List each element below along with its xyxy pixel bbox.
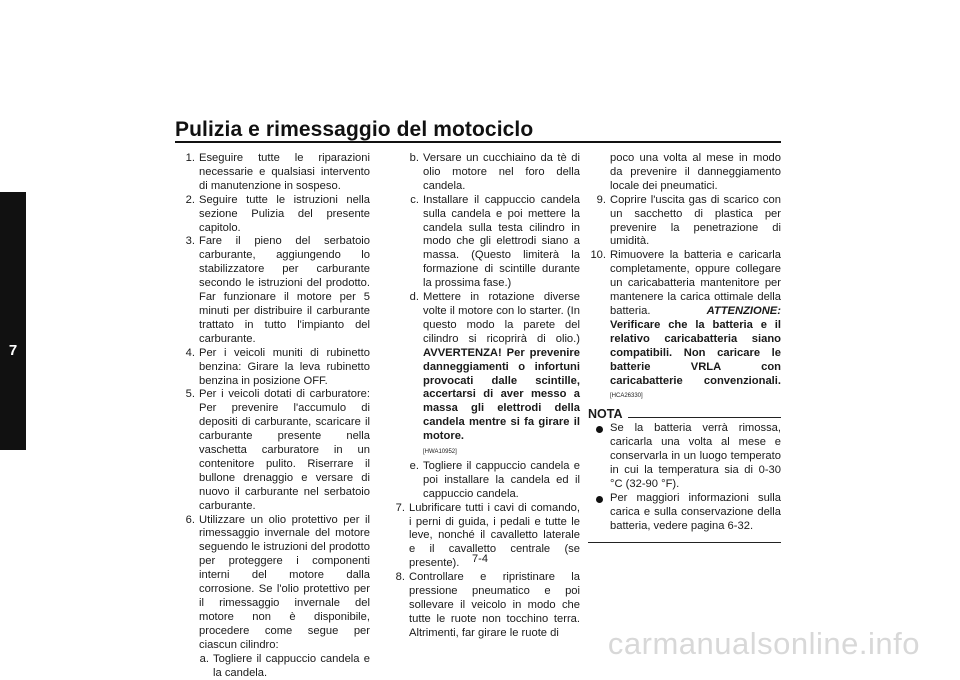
page-title: Pulizia e rimessaggio del motociclo	[175, 118, 534, 141]
list-item	[177, 347, 370, 389]
watermark: carmanualsonline.info	[607, 626, 920, 661]
item-number: 5.	[185, 388, 195, 401]
caution-text: Verificare che la batteria e il relativo caricabatteria siano compatibili. Non caricare le batterie VRLA con caricabatterie convenzionali.	[610, 318, 781, 387]
item-text: Coprire l'uscita gas di scarico con un sacchetto di plastica per prevenire la penetrazione di umidità.	[610, 193, 781, 248]
title-rule	[175, 141, 781, 143]
note-bullet	[588, 492, 781, 534]
bullet-text: Se la batteria verrà rimossa, caricarla una volta al mese e conservarla in un luogo temperato in cui la temperatura sia di 0-30 °C (32-90 °F).	[610, 422, 781, 490]
list-item	[177, 235, 370, 346]
item-text: Per i veicoli dotati di carburatore: Per prevenire l'accumulo di depositi di carburante, scaricare il carburante presente nella vaschetta carburatore in un contenitore pulito. Riserrare il bullone drenaggio e versare di nuovo il carburante nel serbatoio carburante.	[199, 388, 370, 512]
chapter-tab-number: 7	[8, 342, 18, 359]
item-number: 1.	[185, 152, 195, 164]
sub-list-item	[387, 194, 580, 291]
page-number: 7-4	[472, 553, 488, 565]
column-1	[177, 152, 370, 680]
item-text: Mettere in rotazione diverse volte il motore con lo starter. (In questo modo la parete del cilindro si ricoprirà di olio.)	[423, 291, 580, 345]
item-number: 6.	[185, 513, 195, 526]
warning-text: AVVERTENZA! Per prevenire danneggiamenti o infortuni provocati dalle scintille, accertarsi di aver messo a massa gli elettrodi della candela mentre si fa girare il motore.	[423, 346, 580, 443]
item-letter: b.	[409, 152, 419, 164]
note-end-rule	[588, 542, 781, 543]
note-label: NOTA	[588, 407, 627, 421]
item-text: Lubrificare tutti i cavi di comando, i perni di guida, i pedali e tutte le leve, nonché il cavalletto laterale e il cavalletto centrale (se presente).	[409, 501, 580, 570]
sub-list-item	[387, 291, 580, 460]
note-header	[588, 408, 781, 422]
item-number: 4.	[185, 346, 195, 359]
item-text: Togliere il cappuccio candela e poi installare la candela ed il cappuccio candela.	[423, 459, 580, 500]
item-letter: c.	[410, 193, 419, 206]
note-bullet	[588, 422, 781, 492]
bullet-text: Per maggiori informazioni sulla carica e sulla conservazione della batteria, vedere pagina 6-32.	[610, 491, 781, 532]
bullet-icon	[596, 496, 603, 503]
item-text: Togliere il cappuccio candela e la candela.	[213, 652, 370, 679]
item-text: Versare un cucchiaino da tè di olio motore nel foro della candela.	[423, 152, 580, 192]
item-number: 10.	[590, 249, 606, 262]
item-text: Fare il pieno del serbatoio carburante, aggiungendo lo stabilizzatore per carburante secondo le istruzioni del prodotto. Far funzionare il motore per 5 minuti per distribuire il carburante trattato in tutto l'impianto del carburante.	[199, 235, 370, 345]
sub-list-item	[387, 152, 580, 194]
column-3	[588, 152, 781, 543]
note-rule	[628, 417, 781, 418]
item-letter: a.	[199, 652, 209, 665]
list-item	[177, 514, 370, 653]
item-letter: e.	[409, 459, 419, 472]
list-item	[177, 194, 370, 236]
item-text: Seguire tutte le istruzioni nella sezione Pulizia del presente capitolo.	[199, 193, 370, 234]
caution-code: [HCA26330]	[610, 393, 643, 400]
bullet-icon	[596, 426, 603, 433]
item-letter: d.	[409, 291, 419, 304]
item-number: 3.	[185, 235, 195, 248]
list-item	[177, 152, 370, 194]
item-text: Eseguire tutte le riparazioni necessarie e qualsiasi intervento di manutenzione in sospeso.	[199, 152, 370, 192]
caution-label: ATTENZIONE:	[706, 304, 781, 317]
list-item-continuation	[588, 152, 781, 194]
item-number: 9.	[596, 193, 606, 206]
list-item	[177, 388, 370, 513]
list-item	[588, 194, 781, 250]
sub-list-item	[177, 653, 370, 680]
chapter-tab	[0, 192, 26, 450]
item-number: 7.	[395, 501, 405, 514]
column-2	[387, 152, 580, 641]
item-text: Controllare e ripristinare la pressione pneumatico e poi sollevare il veicolo in modo che tutte le ruote non tocchino terra. Altrimenti, far girare le ruote di	[409, 571, 580, 639]
warning-code: [HWA10952]	[423, 449, 457, 456]
list-item	[387, 571, 580, 641]
item-text: Utilizzare un olio protettivo per il rimessaggio invernale del motore seguendo le istruzioni del prodotto per proteggere i componenti interni del motore dalla corrosione. Se l'olio protettivo per il rimessaggio invernale del motore non è disponibile, procedere come segue per ciascun cilindro:	[199, 513, 370, 651]
item-text: Rimuovere la batteria e caricarla completamente, oppure collegare un caricabatteria mantenitore per mantenere la carica ottimale della batteria.	[610, 249, 781, 317]
item-text: Installare il cappuccio candela sulla candela e poi mettere la candela sulla testa cilindro in modo che gli elettrodi siano a massa. (Questo limiterà la formazione di scintille durante la prossima fase.)	[423, 193, 580, 290]
item-text: poco una volta al mese in modo da prevenire il danneggiamento locale dei pneumatici.	[610, 152, 781, 192]
item-text: Per i veicoli muniti di rubinetto benzina: Girare la leva rubinetto benzina in posizione OFF.	[199, 346, 370, 387]
item-number: 2.	[185, 193, 195, 206]
item-number: 8.	[395, 571, 405, 584]
list-item	[588, 249, 781, 404]
sub-list-item	[387, 460, 580, 502]
